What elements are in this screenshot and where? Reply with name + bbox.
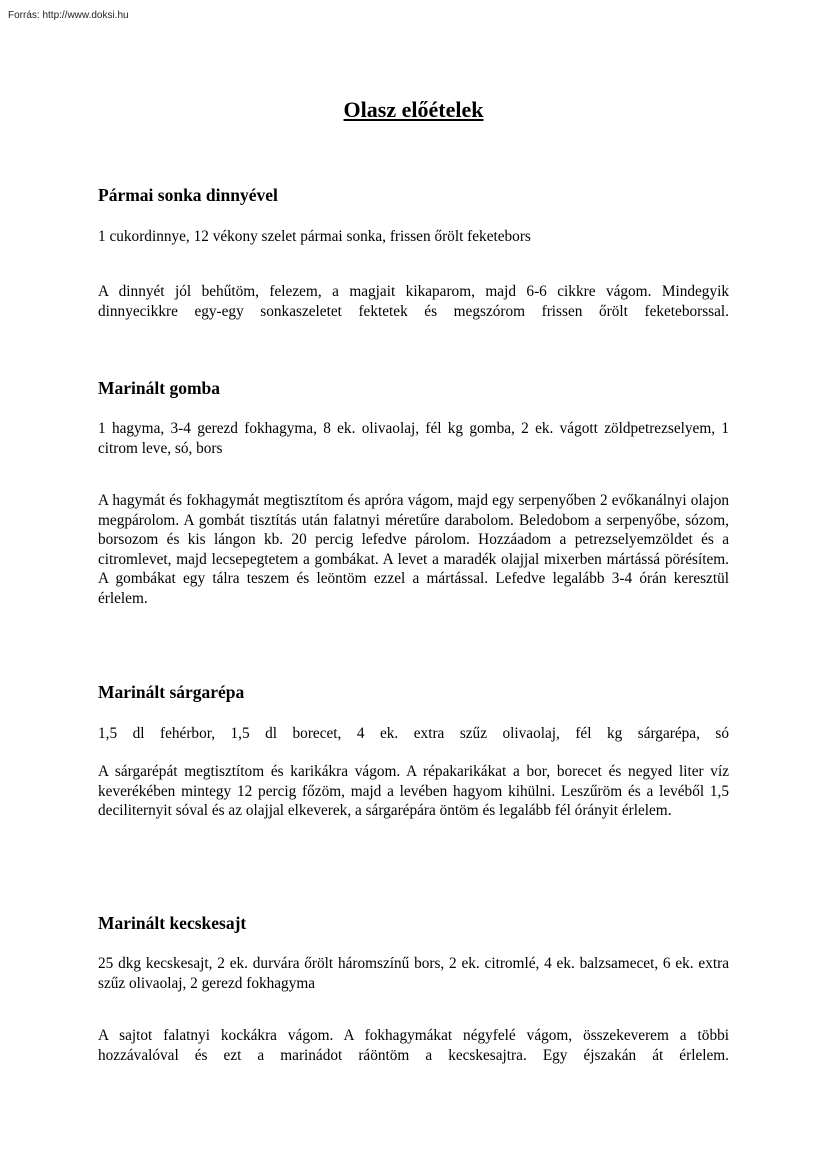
recipe-ingredients: 25 dkg kecskesajt, 2 ek. durvára őrölt háromszínű bors, 2 ek. citromlé, 4 ek. balzsamecet, 6 ek. extra szűz olivaolaj, 2 gerezd fokhagyma: [98, 955, 729, 992]
recipe-method: A hagymát és fokhagymát megtisztítom és apróra vágom, majd egy serpenyőben 2 evőkanálnyi olajon megpárolom. A gombát tisztítás után falatnyi méretűre darabolom. Beledobom a serpenyőbe, sózom, borsozom és kis lángon kb. 20 percig lefedve párolom. Hozzáadom a petrezselyemzöldet és a citromlevet, majd lecsepegtetem a gombákat. A levet a maradék olajjal mixerben mártássá pörésítem. A gombákat egy tálra teszem és leöntöm ezzel a mártással. Lefedve legalább 3-4 órán keresztül érlelem.: [98, 492, 729, 607]
recipe-ingredients: 1 cukordinnye, 12 vékony szelet pármai sonka, frissen őrölt feketebors: [98, 228, 531, 245]
recipe-title: Marinált kecskesajt: [98, 913, 247, 933]
recipe-title: Pármai sonka dinnyével: [98, 185, 278, 205]
recipe-ingredients: 1 hagyma, 3-4 gerezd fokhagyma, 8 ek. olivaolaj, fél kg gomba, 2 ek. vágott zöldpetrezselyem, 1 citrom leve, só, bors: [98, 420, 729, 457]
recipe-method: A sárgarépát megtisztítom és karikákra vágom. A répakarikákat a bor, borecet és negyed liter víz keverékében mintegy 12 percig főzöm, majd a levében hagyom kihülni. Leszűröm és a levéből 1,5 deciliternyit sóval és az olajjal elkeverek, a sárgarépára öntöm és legalább fél órányit érlelem.: [98, 763, 729, 820]
source-label: Forrás: http://www.doksi.hu: [8, 10, 129, 21]
recipe-method: A sajtot falatnyi kockákra vágom. A fokhagymákat négyfelé vágom, összekeverem a többi hozzávalóval és ezt a marinádot ráöntöm a kecskesajtra. Egy éjszakán át érlelem.: [98, 1027, 729, 1064]
recipe-title: Marinált gomba: [98, 378, 221, 398]
recipe-ingredients: 1,5 dl fehérbor, 1,5 dl borecet, 4 ek. extra szűz olivaolaj, fél kg sárgarépa, só: [98, 725, 729, 742]
recipe-method: A dinnyét jól behűtöm, felezem, a magjait kikaparom, majd 6-6 cikkre vágom. Mindegyik dinnyecikkre egy-egy sonkaszeletet fektetek és megszórom frissen őrölt feketeborssal.: [98, 283, 729, 320]
document-title: Olasz előételek: [343, 97, 484, 122]
recipe-title: Marinált sárgarépa: [98, 682, 245, 702]
